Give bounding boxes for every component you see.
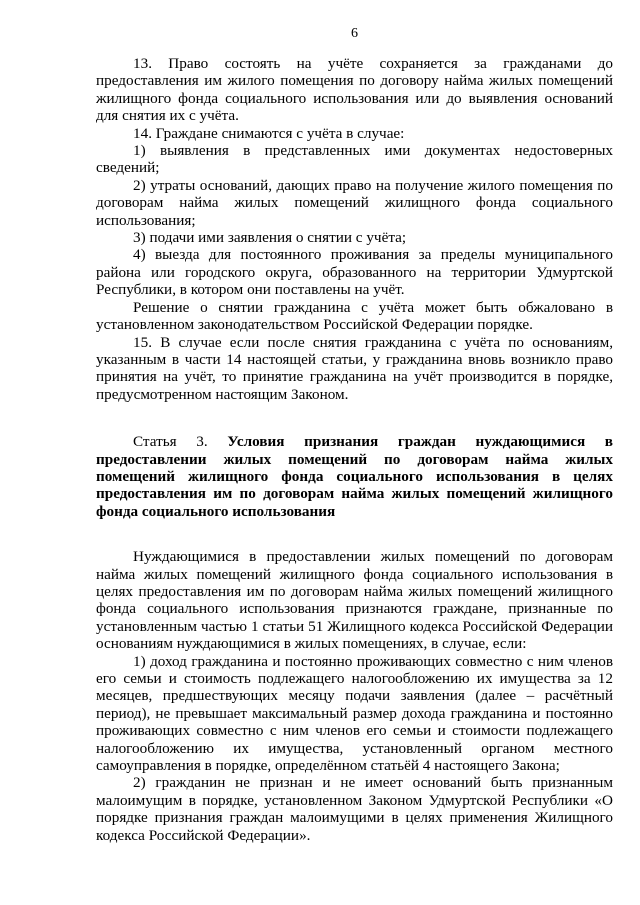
list-item-2: 2) утраты оснований, дающих право на получение жилого помещения по договорам найма жилых помещений жилищного фонда социального использования; xyxy=(96,176,613,229)
spacer xyxy=(96,403,613,433)
list-item-3: 3) подачи ими заявления о снятии с учёта; xyxy=(133,229,407,247)
article-heading xyxy=(96,433,613,520)
condition-item-2: 2) гражданин не признан и не имеет оснований быть признанным малоимущим в порядке, установленном Законом Удмуртской Республики «О порядке признания граждан малоимущими в целях применения Жилищного кодекса Российской Федерации». xyxy=(96,774,613,844)
article-title: Условия признания граждан нуждающимися в предоставлении жилых помещений по договорам найма жилых помещений жилищного фонда социального использования в целях предоставления им по договорам найма жилых помещений жилищного фонда социального использования xyxy=(96,433,613,520)
paragraph-13: 13. Право состоять на учёте сохраняется за гражданами до предоставления им жилого помещения по договору найма жилых помещений жилищного фонда социального использования или до выявления оснований для снятия их с учёта. xyxy=(96,55,613,125)
list-item-1: 1) выявления в представленных ими документах недостоверных сведений; xyxy=(96,142,613,177)
document-body xyxy=(96,55,613,844)
paragraph-14: 14. Граждане снимаются с учёта в случае: xyxy=(133,124,405,142)
document-page xyxy=(96,0,613,905)
condition-item-1: 1) доход гражданина и постоянно проживающих совместно с ним членов его семьи и стоимость подлежащего налогообложению их имущества за 12 месяцев, предшествующих месяцу подачи заявления (далее – расчётный период), не превышает максимальный размер дохода гражданина и постоянно проживающих совместно с ним членов его семьи и стоимости подлежащего налогообложению их имущества, установленный органом местного самоуправления в порядке, определённом статьёй 4 настоящего Закона; xyxy=(96,652,613,775)
article-number: Статья 3. xyxy=(133,433,208,451)
paragraph-15: 15. В случае если после снятия гражданина с учёта по основаниям, указанным в части 14 настоящей статьи, у гражданина вновь возникло право принятия на учёт, то принятие гражданина на учёт производится в порядке, предусмотренном настоящим Законом. xyxy=(96,333,613,403)
list-item-4: 4) выезда для постоянного проживания за пределы муниципального района или городского округа, образованного на территории Удмуртской Республики, в котором они поставлены на учёт. xyxy=(96,246,613,299)
spacer xyxy=(96,520,613,548)
paragraph-needy-definition: Нуждающимися в предоставлении жилых помещений по договорам найма жилых помещений жилищного фонда социального использования в целях предоставления им по договорам найма жилых помещений жилищного фонда социального использования признаются граждане, признанные по установленным частью 1 статьи 51 Жилищного кодекса Российской Федерации основаниям нуждающимися в жилых помещениях, в случае, если: xyxy=(96,548,613,653)
paragraph-appeal: Решение о снятии гражданина с учёта может быть обжаловано в установленном законодательством Российской Федерации порядке. xyxy=(96,298,613,334)
page-number: 6 xyxy=(351,26,358,41)
